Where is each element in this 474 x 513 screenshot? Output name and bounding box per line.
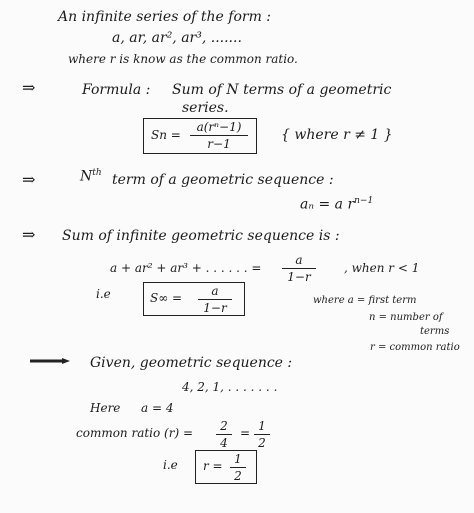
nth-text: term of a geometric sequence :	[112, 172, 334, 188]
s-infinity-label: S∞ =	[150, 291, 183, 305]
double-arrow-icon: ⇒	[22, 78, 36, 97]
double-arrow-icon: ⇒	[22, 170, 36, 189]
ie-label: i.e	[96, 287, 111, 301]
r-common-ratio: r = common ratio	[370, 342, 460, 353]
r-answer-denominator: 2	[234, 469, 242, 483]
nth-eq-left: aₙ = a r	[300, 196, 355, 213]
ratio-f1-denominator: 4	[220, 436, 228, 450]
n-number-of: n = number of	[369, 312, 443, 323]
a-value: a = 4	[141, 401, 174, 415]
where-a-first-term: where a = first term	[313, 295, 417, 306]
nth-sup: th	[92, 168, 102, 178]
ratio-fraction-2	[254, 420, 270, 449]
ratio-label: common ratio (r) =	[76, 426, 194, 440]
common-ratio-note: where r is know as the common ratio.	[68, 52, 298, 66]
nth-n: N	[80, 168, 93, 185]
r-answer-numerator: 1	[230, 453, 246, 468]
nth-eq-exponent: n−1	[354, 196, 374, 206]
formula-label: Formula :	[82, 82, 151, 98]
infinite-series: a + ar² + ar³ + . . . . . . =	[110, 261, 262, 275]
sn-label: Sn =	[151, 128, 181, 142]
ratio-fraction-1	[216, 420, 232, 449]
ratio-f2-denominator: 2	[258, 436, 266, 450]
when-condition: , when r < 1	[344, 261, 420, 275]
formula-text-1: Sum of N terms of a geometric	[172, 82, 392, 98]
bold-arrow-icon	[30, 358, 70, 364]
given-label: Given, geometric sequence :	[90, 355, 293, 371]
infinite-fraction	[282, 254, 316, 283]
r-answer-label: r =	[203, 459, 223, 473]
series-expression: a, ar, ar², ar³, .......	[112, 30, 242, 46]
condition-text: { where r ≠ 1 }	[281, 127, 393, 143]
sn-denominator: r−1	[207, 137, 231, 151]
r-answer-fraction	[230, 453, 246, 482]
infinite-numerator: a	[282, 254, 316, 269]
ie-label-2: i.e	[163, 458, 178, 472]
terms-label: terms	[420, 326, 450, 337]
infinite-label: Sum of infinite geometric sequence is :	[62, 228, 340, 244]
equals-sign: =	[240, 426, 251, 440]
nth-equation	[300, 197, 373, 212]
intro-text: An infinite series of the form :	[58, 9, 272, 25]
infinite-denominator: 1−r	[287, 270, 311, 284]
s-infinity-numerator: a	[198, 285, 232, 300]
s-infinity-fraction	[198, 285, 232, 314]
nth-label	[80, 169, 102, 184]
s-infinity-denominator: 1−r	[203, 301, 227, 315]
ratio-f1-numerator: 2	[216, 420, 232, 435]
here-label: Here	[90, 401, 121, 415]
ratio-f2-numerator: 1	[254, 420, 270, 435]
double-arrow-icon: ⇒	[22, 225, 36, 244]
sn-numerator: a(rⁿ−1)	[190, 121, 248, 136]
formula-text-2: series.	[182, 100, 229, 116]
sn-fraction	[190, 121, 248, 150]
given-sequence: 4, 2, 1, . . . . . . .	[182, 380, 278, 394]
